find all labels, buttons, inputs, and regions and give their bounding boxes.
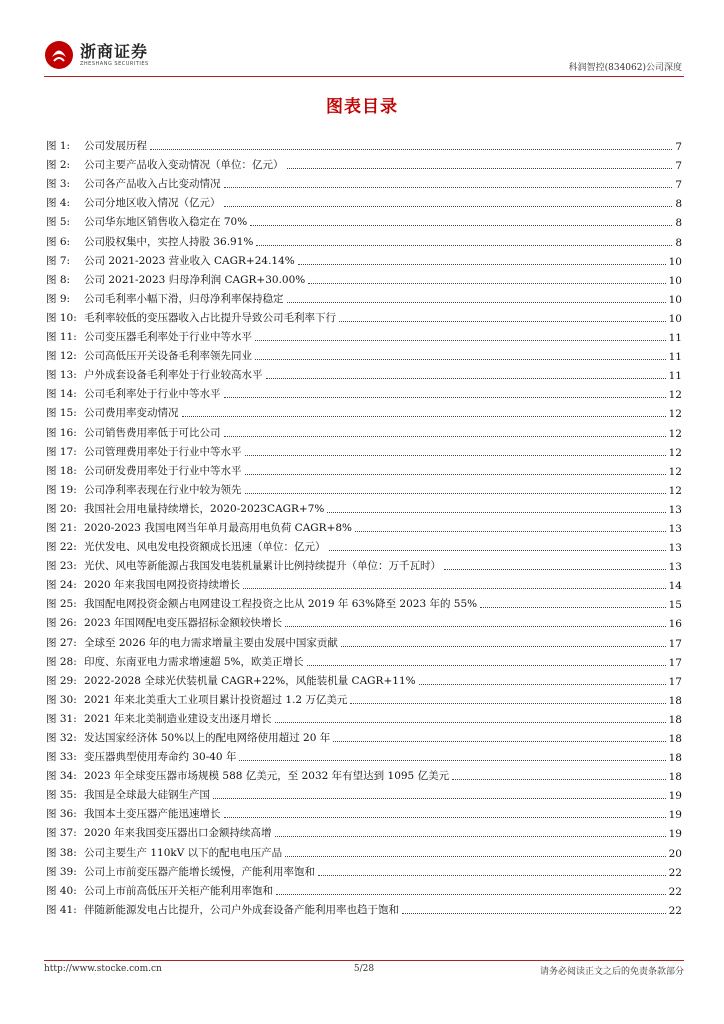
toc-entry[interactable]: [46, 688, 682, 707]
toc-page-number: 16: [668, 618, 682, 631]
toc-entry[interactable]: [46, 134, 682, 153]
toc-figure-number: 图 5:: [46, 216, 71, 229]
toc-leader-dots: [350, 703, 665, 704]
toc-figure-title: 公司管理费用率处于行业中等水平: [84, 445, 242, 458]
toc-leader-dots: [239, 760, 665, 761]
toc-figure-number: 图 8:: [46, 273, 71, 286]
toc-leader-dots: [276, 894, 666, 895]
toc-leader-dots: [339, 321, 666, 322]
toc-figure-number: 图 30:: [46, 693, 77, 706]
toc-figure-number: 图 34:: [46, 770, 77, 783]
toc-figure-number: 图 36:: [46, 808, 77, 821]
toc-page-number: 18: [668, 694, 682, 707]
toc-figure-number: 图 19:: [46, 483, 77, 496]
toc-figure-title: 公司研发费用率处于行业中等水平: [84, 464, 242, 477]
toc-figure-number: 图 32:: [46, 732, 77, 744]
toc-figure-number: 图 7:: [46, 254, 71, 267]
toc-figure-number: 图 4:: [46, 197, 71, 210]
toc-figure-number: 图 40:: [46, 884, 77, 897]
toc-leader-dots: [329, 550, 666, 551]
toc-page-number: 18: [668, 771, 682, 784]
toc-figure-title: 全球至 2026 年的电力需求增量主要由发展中国家贡献: [84, 636, 338, 649]
toc-figure-number: 图 37:: [46, 827, 77, 840]
toc-figure-title: 2023 年全球变压器市场规模 588 亿美元，至 2032 年有望达到 1095 亿美元: [84, 770, 450, 783]
toc-entry[interactable]: [46, 516, 682, 535]
toc-leader-dots: [444, 569, 666, 570]
toc-entry[interactable]: [46, 440, 682, 459]
toc-figure-number: 图 27:: [46, 636, 77, 649]
toc-entry[interactable]: [46, 344, 682, 363]
toc-page-number: 17: [668, 675, 682, 688]
toc-leader-dots: [480, 607, 665, 608]
toc-figure-title: 公司销售费用率低于可比公司: [84, 426, 221, 439]
toc-figure-number: 图 10:: [46, 311, 77, 324]
toc-leader-dots: [275, 836, 666, 837]
toc-figure-title: 公司费用率变动情况: [84, 407, 179, 420]
toc-figure-number: 图 1:: [46, 140, 71, 153]
report-label: 科润智控(834062)公司深度: [568, 63, 682, 73]
toc-page-number: 18: [668, 733, 682, 745]
toc-page-number: 14: [668, 580, 682, 593]
toc-page-number: 8: [675, 217, 682, 230]
toc-entry[interactable]: [46, 573, 682, 592]
toc-figure-title: 公司 2021-2023 营业收入 CAGR+24.14%: [84, 254, 295, 267]
toc-leader-dots: [355, 531, 666, 532]
toc-page-number: 7: [675, 160, 682, 173]
toc-leader-dots: [452, 779, 666, 780]
toc-entry[interactable]: [46, 726, 682, 745]
toc-figure-number: 图 33:: [46, 751, 77, 764]
toc-figure-number: 图 31:: [46, 712, 77, 725]
toc-figure-number: 图 24:: [46, 579, 77, 592]
toc-figure-title: 公司上市前变压器产能增长缓慢，产能利用率饱和: [84, 865, 315, 878]
toc-page-number: 19: [668, 828, 682, 841]
toc-page-number: 15: [668, 599, 682, 612]
toc-page-number: 10: [668, 293, 682, 306]
toc-page-number: 19: [668, 790, 682, 803]
toc-leader-dots: [402, 913, 666, 914]
toc-figure-number: 图 23:: [46, 560, 77, 573]
toc-page-number: 7: [675, 141, 682, 154]
toc-entry[interactable]: [46, 306, 682, 325]
toc-entry[interactable]: [46, 611, 682, 630]
toc-entry[interactable]: [46, 669, 682, 688]
toc-page-number: 13: [668, 561, 682, 574]
toc-page-number: 10: [668, 274, 682, 287]
toc-figure-title: 公司华东地区销售收入稳定在 70%: [84, 216, 248, 229]
toc-figure-title: 2022-2028 全球光伏装机量 CAGR+22%，风能装机量 CAGR+11%: [84, 674, 416, 687]
footer-disclaimer: 请务必阅读正文之后的免责条款部分: [539, 967, 684, 977]
toc-figure-title: 公司分地区收入情况（亿元）: [84, 197, 221, 210]
toc-figure-number: 图 9:: [46, 292, 71, 305]
toc-figure-number: 图 28:: [46, 655, 77, 668]
toc-page-number: 22: [668, 866, 682, 879]
toc-page-number: 8: [675, 236, 682, 249]
toc-leader-dots: [275, 722, 666, 723]
toc-leader-dots: [266, 378, 666, 379]
toc-figure-number: 图 29:: [46, 674, 77, 687]
toc-entry[interactable]: [46, 879, 682, 898]
toc-leader-dots: [224, 436, 666, 437]
toc-entry[interactable]: [46, 860, 682, 879]
toc-leader-dots: [245, 474, 666, 475]
toc-figure-title: 公司股权集中，实控人持股 36.91%: [84, 235, 254, 248]
toc-page-number: 12: [668, 484, 682, 497]
toc-leader-dots: [287, 168, 673, 169]
toc-entry[interactable]: [46, 172, 682, 191]
toc-entry[interactable]: [46, 478, 682, 497]
toc-entry[interactable]: [46, 268, 682, 287]
toc-entry[interactable]: [46, 898, 682, 917]
toc-entry[interactable]: [46, 535, 682, 554]
toc-figure-number: 图 11:: [46, 331, 77, 344]
toc-entry[interactable]: [46, 554, 682, 573]
toc-figure-number: 图 25:: [46, 598, 77, 611]
toc-leader-dots: [255, 340, 666, 341]
toc-page-number: 11: [668, 351, 682, 364]
toc-leader-dots: [308, 283, 665, 284]
toc-leader-dots: [341, 646, 666, 647]
footer-url-link[interactable]: http://www.stocke.com.cn: [44, 964, 162, 974]
toc-page-number: 10: [668, 255, 682, 268]
toc-entry[interactable]: [46, 745, 682, 764]
toc-leader-dots: [224, 397, 666, 398]
toc-leader-dots: [213, 798, 666, 799]
toc-figure-title: 2020 年来我国变压器出口金额持续高增: [84, 827, 272, 840]
toc-leader-dots: [307, 665, 666, 666]
toc-page-number: 22: [668, 904, 682, 917]
footer-divider: [44, 960, 684, 961]
toc-figure-number: 图 13:: [46, 369, 77, 382]
toc-figure-number: 图 35:: [46, 789, 77, 802]
zheshang-logo-icon: [44, 40, 74, 70]
toc-page-number: 20: [668, 847, 682, 860]
toc-leader-dots: [243, 588, 666, 589]
toc-leader-dots: [150, 149, 672, 150]
toc-figure-number: 图 14:: [46, 388, 77, 401]
header-divider: [44, 76, 684, 77]
toc-figure-number: 图 17:: [46, 445, 77, 458]
toc-entry[interactable]: [46, 783, 682, 802]
toc-figure-title: 2020 年来我国电网投资持续增长: [84, 579, 241, 592]
toc-figure-number: 图 26:: [46, 617, 77, 630]
toc-page-number: 11: [668, 332, 682, 345]
toc-figure-title: 公司毛利率处于行业中等水平: [84, 388, 221, 401]
toc-figure-number: 图 22:: [46, 541, 77, 554]
toc-leader-dots: [327, 512, 665, 513]
toc-page-number: 18: [668, 752, 682, 765]
toc-page-number: 13: [668, 522, 682, 535]
toc-leader-dots: [224, 187, 673, 188]
toc-figure-title: 户外成套设备毛利率处于行业较高水平: [84, 369, 263, 382]
toc-leader-dots: [419, 684, 666, 685]
toc-entry[interactable]: [46, 191, 682, 210]
toc-leader-dots: [255, 359, 666, 360]
toc-entry[interactable]: [46, 497, 682, 516]
toc-leader-dots: [224, 206, 673, 207]
toc-figure-number: 图 16:: [46, 426, 77, 439]
toc-leader-dots: [256, 245, 672, 246]
figure-list: [46, 134, 682, 917]
toc-entry[interactable]: [46, 802, 682, 821]
toc-figure-number: 图 6:: [46, 235, 71, 248]
toc-leader-dots: [287, 302, 666, 303]
toc-page-number: 12: [668, 465, 682, 478]
toc-leader-dots: [245, 493, 666, 494]
toc-figure-title: 毛利率较低的变压器收入占比提升导致公司毛利率下行: [84, 311, 336, 324]
toc-figure-title: 2021 年来北美重大工业项目累计投资超过 1.2 万亿美元: [84, 693, 348, 706]
page-number: 5/28: [353, 964, 375, 974]
toc-figure-title: 我国是全球最大硅钢生产国: [84, 789, 210, 802]
toc-figure-number: 图 3:: [46, 178, 71, 191]
toc-entry[interactable]: [46, 459, 682, 478]
toc-figure-title: 发达国家经济体 50%以上的配电网络使用超过 20 年: [84, 732, 331, 744]
toc-figure-number: 图 20:: [46, 502, 77, 515]
toc-figure-number: 图 38:: [46, 846, 77, 859]
toc-leader-dots: [250, 225, 672, 226]
toc-figure-title: 光伏发电、风电发电投资额成长迅速（单位：亿元）: [84, 541, 326, 554]
toc-figure-title: 公司变压器毛利率处于行业中等水平: [84, 331, 252, 344]
toc-leader-dots: [285, 626, 666, 627]
toc-entry[interactable]: [46, 325, 682, 344]
toc-page-number: 7: [675, 179, 682, 192]
toc-entry[interactable]: [46, 382, 682, 401]
toc-figure-title: 公司 2021-2023 归母净利润 CAGR+30.00%: [84, 273, 306, 286]
toc-figure-number: 图 21:: [46, 521, 77, 534]
toc-figure-title: 伴随新能源发电占比提升，公司户外成套设备产能利用率也趋于饱和: [84, 903, 399, 916]
company-logo: [44, 40, 149, 70]
toc-page-number: 10: [668, 312, 682, 325]
logo-name-en: ZHESHANG SECURITIES: [80, 60, 149, 67]
toc-entry[interactable]: [46, 229, 682, 248]
toc-figure-number: 图 15:: [46, 407, 77, 420]
toc-entry[interactable]: [46, 630, 682, 649]
toc-figure-number: 图 39:: [46, 865, 77, 878]
toc-figure-title: 2021 年来北美制造业建设支出逐月增长: [84, 712, 272, 725]
toc-entry[interactable]: [46, 764, 682, 783]
toc-figure-title: 印度、东南亚电力需求增速超 5%，欧美正增长: [84, 655, 304, 668]
toc-leader-dots: [333, 741, 665, 742]
toc-figure-number: 图 2:: [46, 159, 71, 172]
page-header: [44, 40, 684, 76]
toc-figure-title: 公司上市前高低压开关柜产能利用率饱和: [84, 884, 273, 897]
toc-page-number: 11: [668, 370, 682, 383]
logo-name-cn: 浙商证券: [80, 41, 149, 61]
toc-page-number: 19: [668, 809, 682, 822]
toc-page-number: 18: [668, 713, 682, 726]
toc-leader-dots: [318, 875, 666, 876]
toc-leader-dots: [224, 817, 666, 818]
toc-figure-number: 图 12:: [46, 350, 77, 363]
toc-figure-number: 图 18:: [46, 464, 77, 477]
toc-page-number: 13: [668, 542, 682, 555]
toc-entry[interactable]: [46, 153, 682, 172]
toc-figure-title: 公司各产品收入占比变动情况: [84, 178, 221, 191]
toc-figure-title: 公司主要产品收入变动情况（单位：亿元）: [84, 159, 284, 172]
toc-figure-title: 光伏、风电等新能源占我国发电装机量累计比例持续提升（单位：万千瓦时）: [84, 560, 441, 573]
page-title: 图表目录: [326, 97, 398, 117]
toc-page-number: 12: [668, 427, 682, 440]
toc-entry[interactable]: [46, 592, 682, 611]
toc-figure-title: 公司主要生产 110kV 以下的配电电压产品: [84, 846, 283, 859]
toc-page-number: 13: [668, 503, 682, 516]
toc-figure-title: 我国配电网投资金额占电网建设工程投资之比从 2019 年 63%降至 2023 年的 55%: [84, 598, 478, 611]
toc-figure-title: 2020-2023 我国电网当年单月最高用电负荷 CAGR+8%: [84, 521, 353, 534]
toc-entry[interactable]: [46, 363, 682, 382]
toc-figure-title: 公司毛利率小幅下滑，归母净利率保持稳定: [84, 292, 284, 305]
toc-entry[interactable]: [46, 287, 682, 306]
toc-entry[interactable]: [46, 210, 682, 229]
toc-entry[interactable]: [46, 821, 682, 840]
toc-page-number: 12: [668, 389, 682, 402]
toc-entry[interactable]: [46, 650, 682, 669]
toc-page-number: 12: [668, 446, 682, 459]
toc-leader-dots: [285, 856, 665, 857]
toc-leader-dots: [245, 455, 666, 456]
toc-page-number: 8: [675, 198, 682, 211]
toc-figure-title: 公司高低压开关设备毛利率领先同业: [84, 350, 252, 363]
toc-page-number: 22: [668, 885, 682, 898]
toc-figure-number: 图 41:: [46, 903, 77, 916]
toc-entry[interactable]: [46, 401, 682, 420]
toc-entry[interactable]: [46, 420, 682, 439]
toc-figure-title: 公司发展历程: [84, 140, 147, 153]
toc-figure-title: 2023 年国网配电变压器招标金额较快增长: [84, 617, 283, 630]
toc-leader-dots: [298, 264, 666, 265]
toc-entry[interactable]: [46, 840, 682, 859]
toc-entry[interactable]: [46, 249, 682, 268]
toc-figure-title: 我国社会用电量持续增长，2020-2023CAGR+7%: [84, 502, 325, 515]
toc-figure-title: 公司净利率表现在行业中较为领先: [84, 483, 242, 496]
toc-page-number: 17: [668, 656, 682, 669]
toc-page-number: 17: [668, 637, 682, 650]
toc-figure-title: 变压器典型使用寿命约 30-40 年: [84, 751, 237, 764]
toc-leader-dots: [182, 416, 666, 417]
toc-entry[interactable]: [46, 707, 682, 726]
toc-page-number: 12: [668, 408, 682, 421]
toc-figure-title: 我国本土变压器产能迅速增长: [84, 808, 221, 821]
